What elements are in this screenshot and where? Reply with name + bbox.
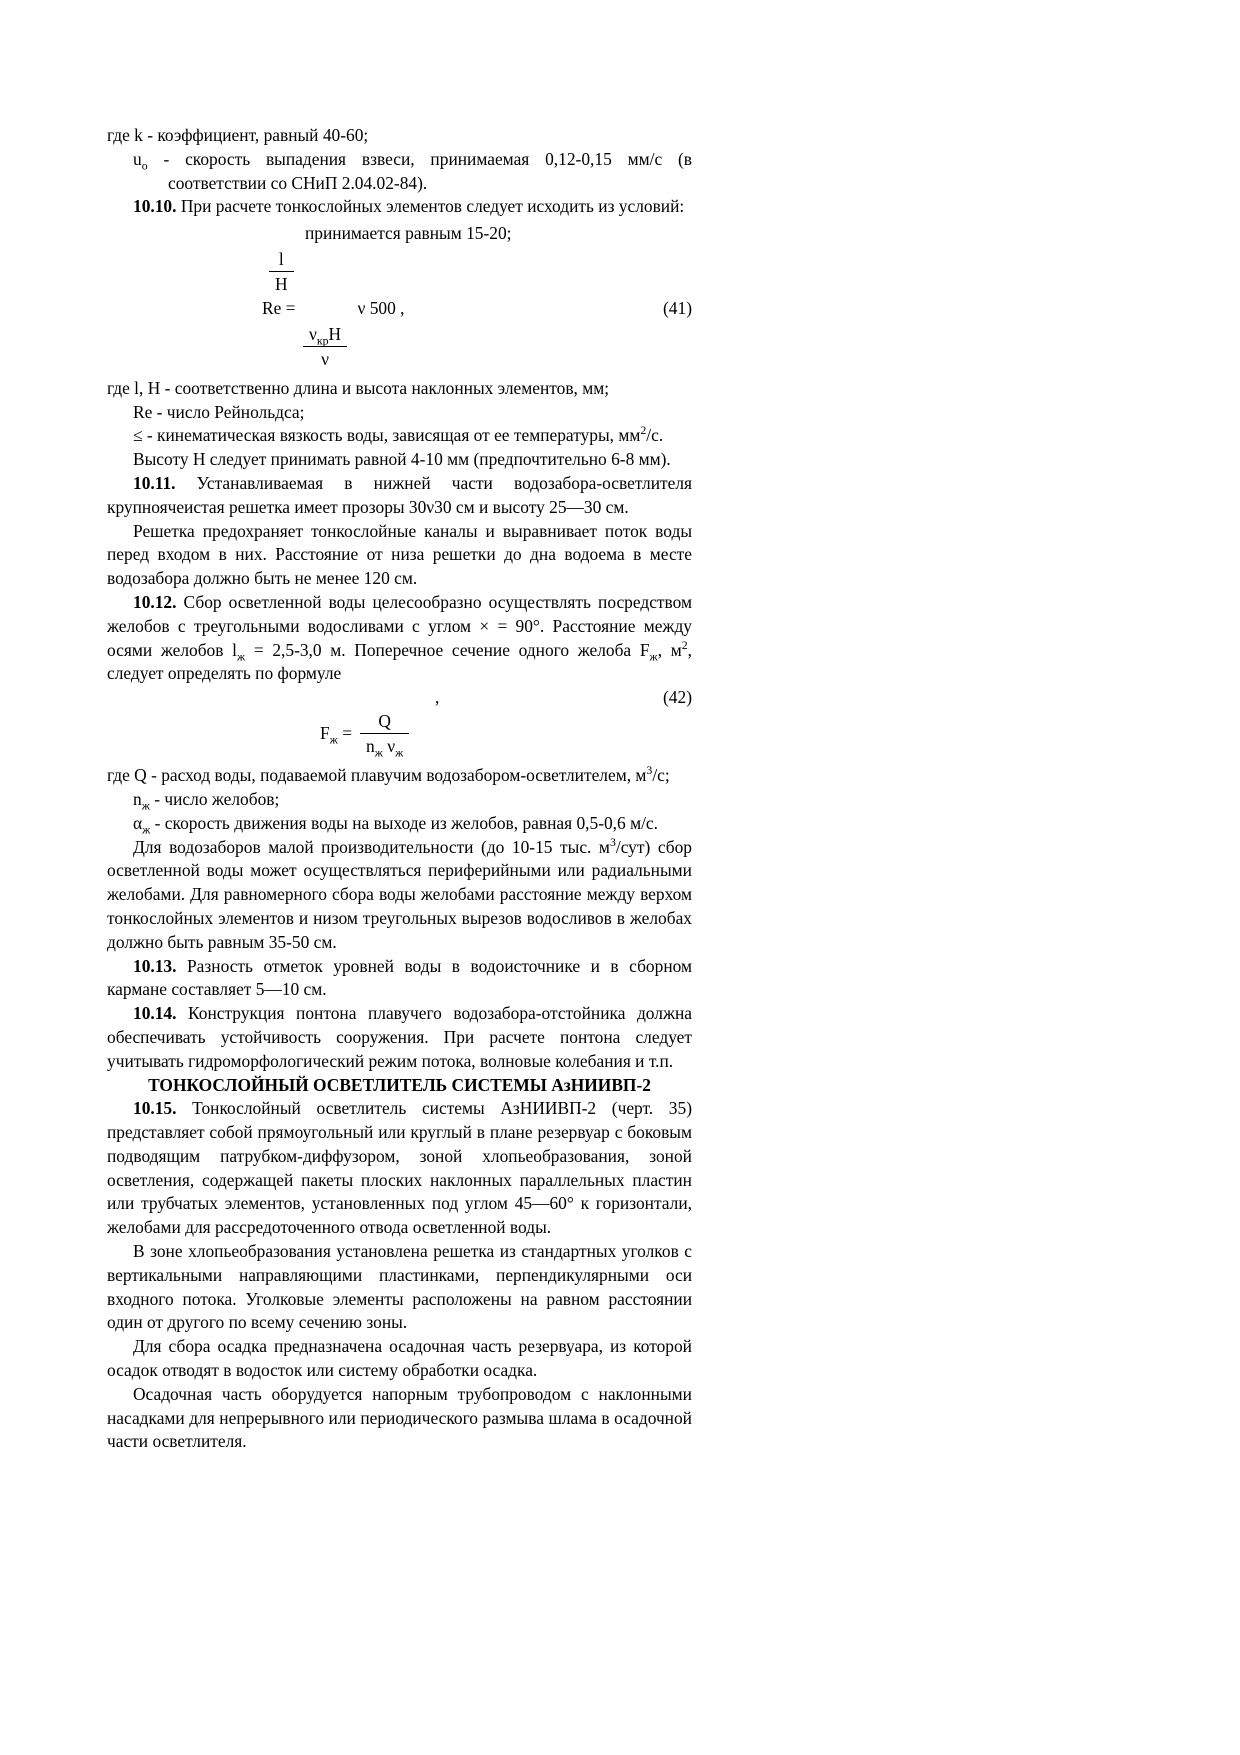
text-column (107, 124, 692, 1454)
formula-42 (107, 686, 692, 760)
clause-number-10-15: 10.15. (133, 1098, 177, 1119)
paragraph-10-12 (107, 591, 692, 686)
paragraph-sludge-pipe: Осадочная часть оборудуется напорным трубопроводом с наклонными насадками для непрерывного или периодического размыва шлама в осадочной части осветлителя. (107, 1383, 692, 1452)
paragraph-flocculation-zone: В зоне хлопьеобразования установлена решетка из стандартных уголков с вертикальными направляющими пластинками, перпендикулярными оси входного потока. Уголковые элементы расположены на равном расстоянии один от другого по всему сечению зоны. (107, 1241, 692, 1333)
clause-number-10-11: 10.11. (133, 472, 176, 493)
definition-q: где Q - расход воды, подаваемой плавучим водозабором-осветлителем, $м^3/с$; (107, 763, 670, 786)
denominator: Н (275, 273, 288, 294)
clause-text: Конструкция понтона плавучего водозабора-отстойника должна обеспечивать устойчивость сооружения. При расчете понтона следует учитывать гидроморфологический режим потока, волновые колебания и т.п. (107, 1003, 692, 1071)
f-zh-equals: $F_ж$ = (320, 722, 353, 747)
formula-41-main-line (262, 297, 692, 321)
paragraph-10-10 (107, 195, 692, 219)
clause-number-10-13: 10.13. (133, 955, 177, 976)
fraction (269, 248, 294, 295)
formula-41 (107, 222, 692, 370)
denominator: $n_ж$ $\nu_ж$ (366, 736, 404, 760)
definition-l-h: где l, Н - соответственно длина и высота наклонных элементов, мм; (107, 377, 610, 398)
definition-nzh: $n_ж$ - число желобов; (133, 788, 280, 813)
clause-text: Сбор осветленной воды целесообразно осуществлять посредством желобов с треугольными водосливами с углом × = 90°. Расстояние между осями желобов $l_ж = 2,5-3,0$ м. Поперечное сечение одного желоба $F_ж$, $м^2$, следует определять по формуле (107, 591, 692, 684)
denominator: ν (321, 348, 329, 369)
paragraph-height-h: Высоту Н следует принимать равной 4-10 мм (предпочтительно 6-8 мм). (133, 449, 671, 470)
clause-number-10-10: 10.10. (133, 196, 177, 217)
formula-41-note: принимается равным 15-20; (305, 223, 512, 244)
numerator: $\nu_{кр}Н$ (303, 323, 347, 347)
definition-k: где k - коэффициент, равный 40-60; (107, 125, 369, 145)
clause-number-10-12: 10.12. (133, 591, 177, 612)
paragraph-10-15 (107, 1097, 692, 1240)
fraction-nukr-h-over-nu (303, 323, 692, 370)
clause-text: Тонкослойный осветлитель системы АзНИИВП-2 (черт. 35) представляет собой прямоугольный или круглый в плане резервуар с боковым подводящим патрубком-диффузором, зоной хлопьеобразования, зоной осветления, содержащей пакеты плоских наклонных параллельных пластин или трубчатых элементов, установленных под углом 45—60° к горизонтали, желобами для рассредоточенного отвода осветленной воды. (107, 1098, 692, 1238)
paragraph-10-11 (107, 472, 692, 520)
clause-text: Разность отметок уровней воды в водоисточнике и в сборном кармане составляет 5—10 см. (107, 955, 692, 1000)
section-heading: ТОНКОСЛОЙНЫЙ ОСВЕТЛИТЕЛЬ СИСТЕМЫ АзНИИВП-2 (148, 1074, 651, 1095)
clause-number-10-14: 10.14. (133, 1003, 177, 1024)
formula-42-punct-line (107, 686, 692, 710)
paragraph-sludge-collection: Для сбора осадка предназначена осадочная часть резервуара, из которой осадок отводят в водосток или систему обработки осадка. (107, 1336, 692, 1381)
equation-number-42: (42) (663, 687, 692, 708)
fraction-q-over-nzh-vzh (360, 710, 409, 760)
fraction (303, 323, 347, 370)
clause-text: Устанавливаемая в нижней части водозабора-осветлителя крупноячеистая решетка имеет прозоры 30ν30 см и высоту 25—30 см. (107, 472, 692, 517)
re-equals: Re = (262, 297, 296, 318)
paragraph-grid: Решетка предохраняет тонкослойные каналы и выравнивает поток воды перед входом в них. Расстояние от низа решетки до дна водоема в месте водозабора должно быть не менее 120 см. (107, 520, 692, 589)
numerator: l (269, 248, 294, 272)
definition-azh: $\alpha_ж$ - скорость движения воды на выходе из желобов, равная 0,5-0,6 м/с. (133, 812, 658, 837)
definition-viscosity: ≤ - кинематическая вязкость воды, зависящая от ее температуры, $мм^2/с$. (133, 423, 664, 446)
paragraph-small-intakes: Для водозаборов малой производительности (до 10-15 тыс. $м^3/сут$) сбор осветленной воды может осуществляться периферийными или радиальными желобами. Для равномерного сбора воды желобами расстояние между верхом тонкослойных элементов и низом треугольных вырезов водосливов в желобах должно быть равным 35-50 см. (107, 834, 692, 952)
formula-42-main-line (320, 710, 692, 760)
clause-text: При расчете тонкослойных элементов следует исходить из условий: (176, 196, 685, 217)
condition-500: ν 500 , (357, 297, 405, 318)
comma: , (435, 687, 440, 708)
numerator: Q (360, 710, 409, 734)
definition-u0: $u_о$ - скорость выпадения взвеси, принимаемая 0,12-0,15 мм/с (в соответствии со СНиП 2.04.02-84). (133, 148, 692, 193)
equation-number-41: (41) (663, 297, 692, 318)
paragraph-10-13 (107, 955, 692, 1003)
definition-re: Re - число Рейнольдса; (133, 401, 305, 422)
paragraph-10-14 (107, 1002, 692, 1073)
fraction-l-over-h (269, 248, 692, 295)
